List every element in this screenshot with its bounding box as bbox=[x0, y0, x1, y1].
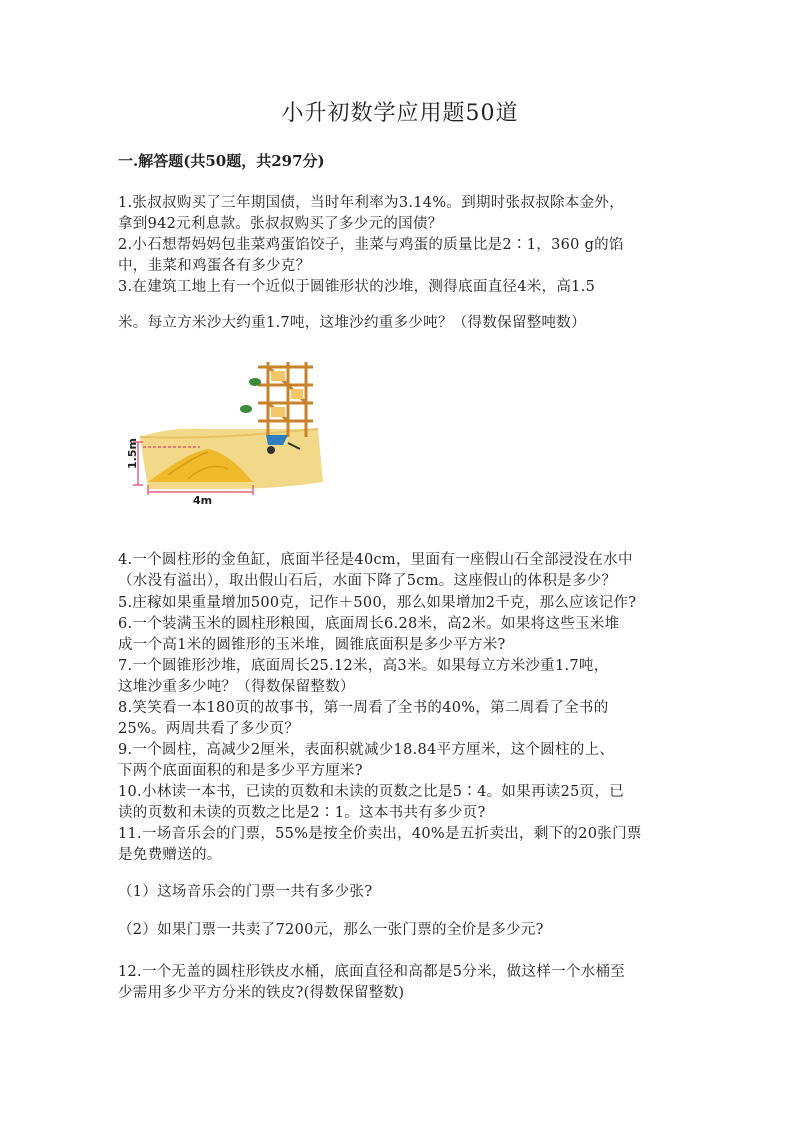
question-line: 7.一个圆锥形沙堆，底面周长25.12米，高3米。如果每立方米沙重1.7吨， bbox=[118, 658, 609, 674]
question-line: 拿到942元利息款。张叔叔购买了多少元的国债？ bbox=[118, 216, 443, 232]
question-line: 25%。两周共看了多少页？ bbox=[118, 721, 300, 737]
diameter-label: 4m bbox=[193, 494, 213, 507]
question-line: 这堆沙重多少吨？（得数保留整数） bbox=[118, 679, 355, 695]
question-line: （2）如果门票一共卖了7200元，那么一张门票的全价是多少元? bbox=[118, 922, 544, 938]
question-line: 12.一个无盖的圆柱形铁皮水桶，底面直径和高都是5分米，做这样一个水桶至 bbox=[118, 964, 626, 980]
question-line: 11.一场音乐会的门票，55%是按全价卖出，40%是五折卖出，剩下的20张门票 bbox=[118, 826, 642, 842]
page-title: 小升初数学应用题50道 bbox=[281, 101, 519, 126]
question-line: 6.一个装满玉米的圆柱形粮囤，底面周长6.28米，高2米。如果将这些玉米堆 bbox=[118, 616, 620, 632]
question-line: 读的页数和未读的页数之比是2∶1。这本书共有多少页? bbox=[118, 805, 486, 821]
height-label: 1.5m bbox=[126, 438, 139, 469]
question-line: 9.一个圆柱，高减少2厘米，表面积就减少18.84平方厘米，这个圆柱的上、 bbox=[118, 742, 615, 758]
question-line: （1）这场音乐会的门票一共有多少张? bbox=[118, 884, 373, 900]
question-line: 米。每立方米沙大约重1.7吨，这堆沙约重多少吨？（得数保留整吨数） bbox=[118, 315, 586, 331]
question-line: 10.小林读一本书，已读的页数和未读的页数之比是5∶4。如果再读25页，已 bbox=[118, 784, 625, 800]
question-line: 8.笑笑看一本180页的故事书，第一周看了全书的40%，第二周看了全书的 bbox=[118, 700, 609, 716]
question-line: （水没有溢出），取出假山石后，水面下降了5cm。这座假山的体积是多少？ bbox=[118, 573, 617, 589]
section-heading: 一.解答题(共50题，共297分) bbox=[118, 152, 325, 170]
question-line: 3.在建筑工地上有一个近似于圆锥形状的沙堆，测得底面直径4米，高1.5 bbox=[118, 279, 596, 295]
question-line: 2.小石想帮妈妈包韭菜鸡蛋馅饺子，韭菜与鸡蛋的质量比是2∶1，360 g的馅 bbox=[118, 237, 624, 253]
sand-pile-illustration bbox=[128, 357, 328, 507]
question-line: 少需用多少平方分米的铁皮?(得数保留整数) bbox=[118, 985, 405, 1001]
question-line: 下两个底面面积的和是多少平方厘米? bbox=[118, 763, 363, 779]
question-line: 1.张叔叔购买了三年期国债，当时年利率为3.14%。到期时张叔叔除本金外， bbox=[118, 195, 624, 211]
question-line: 成一个高1米的圆锥形的玉米堆，圆锥底面积是多少平方米? bbox=[118, 637, 506, 653]
question-line: 是免费赠送的。 bbox=[118, 847, 222, 863]
question-line: 5.庄稼如果重量增加500克，记作＋500，那么如果增加2千克，那么应该记作? bbox=[118, 595, 637, 611]
question-line: 中，韭菜和鸡蛋各有多少克？ bbox=[118, 258, 311, 274]
question-line: 4.一个圆柱形的金鱼缸，底面半径是40cm，里面有一座假山石全部浸没在水中 bbox=[118, 552, 633, 568]
